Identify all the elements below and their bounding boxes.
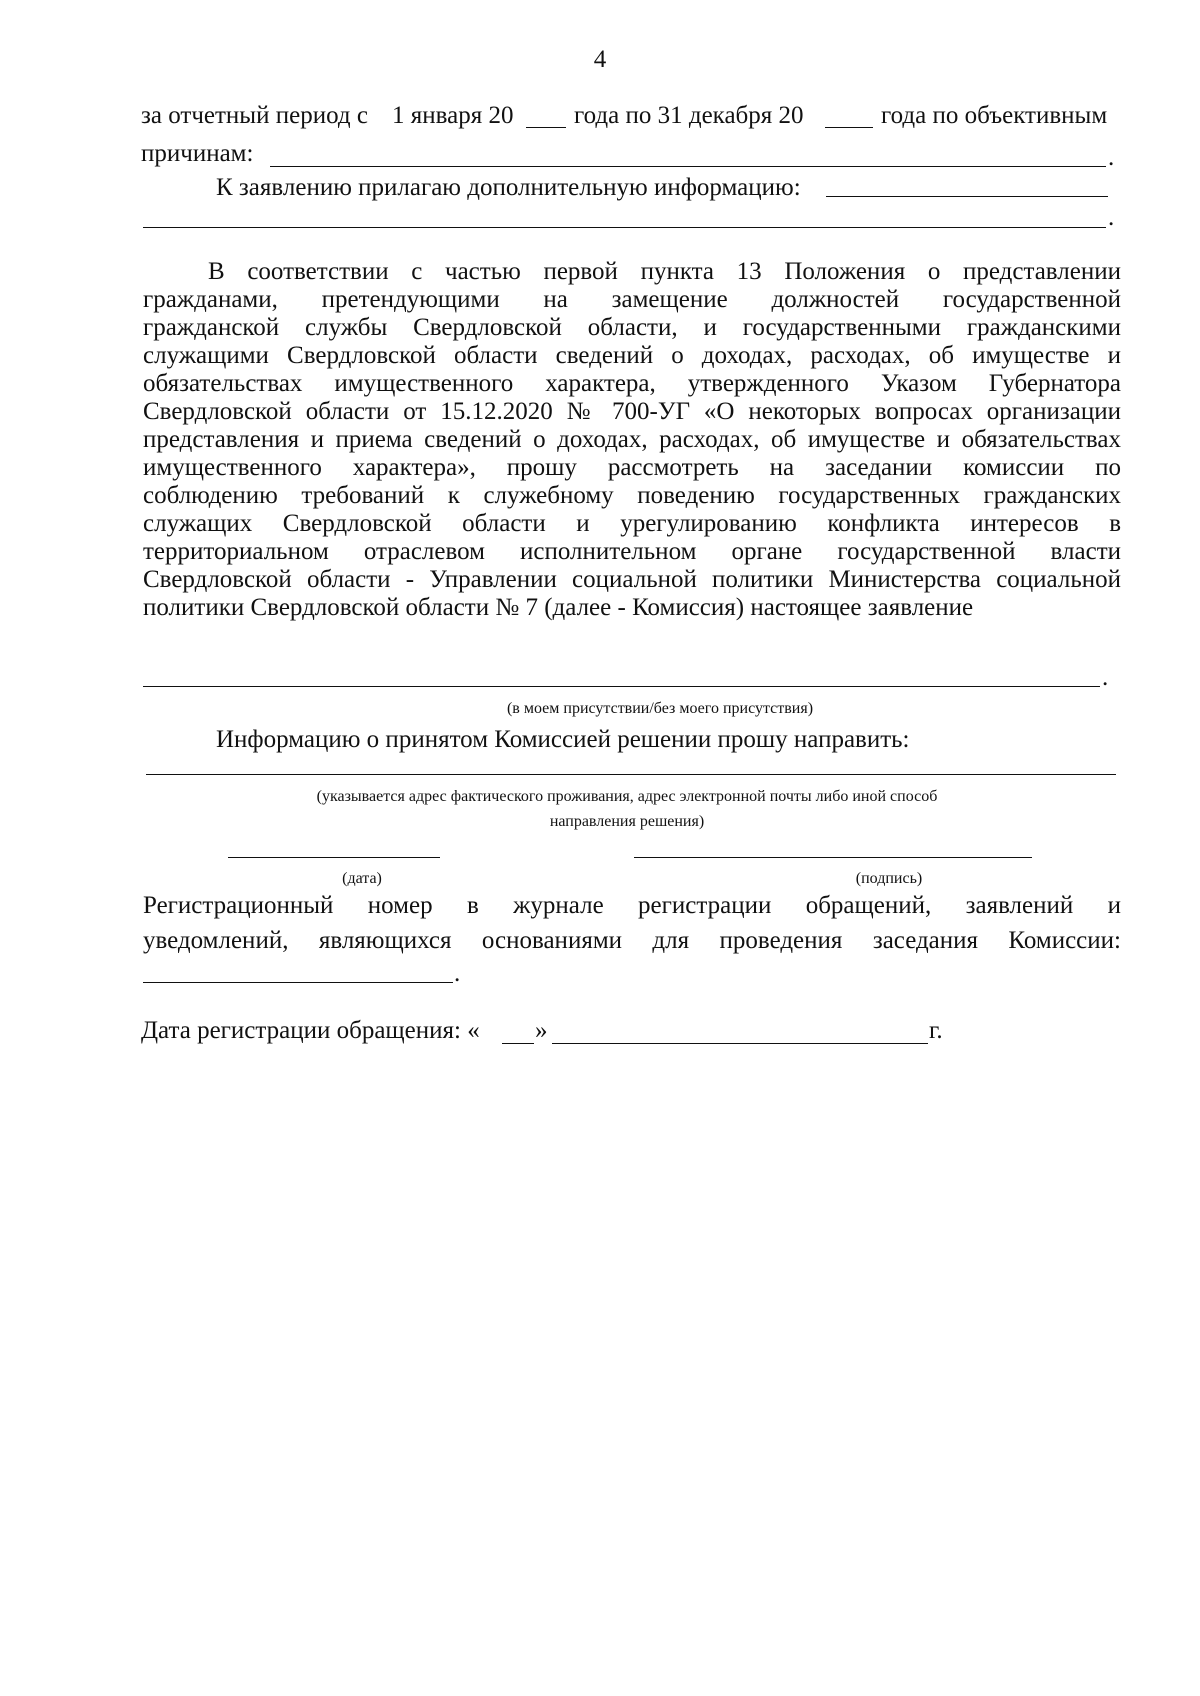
paragraph-line-1: В соответствии с частью первой пункта 13 Положения о представлении [208, 258, 1121, 285]
paragraph-line-2: гражданами, претендующими на замещение должностей государственной [143, 286, 1121, 313]
info-request-label: Информацию о принятом Комиссией решении прошу направить: [216, 726, 910, 753]
paragraph-line-12: Свердловской области - Управлении социальной политики Министерства социальной [143, 566, 1121, 593]
year-blank-1[interactable] [526, 127, 566, 128]
paragraph-line-7: представления и приема сведений о доходах, расходах, об имуществе и обязательствах [143, 426, 1121, 453]
date-label: (дата) [342, 870, 382, 887]
registration-month-blank[interactable] [552, 1043, 928, 1044]
attachment-blank-2[interactable] [143, 227, 1106, 228]
registration-dot: . [454, 960, 461, 987]
paragraph-line-4: служащими Свердловской области сведений о доходах, расходах, об имуществе и [143, 342, 1121, 369]
registration-date-close-quote: » [535, 1017, 548, 1044]
attachment-label: К заявлению прилагаю дополнительную информацию: [216, 174, 801, 201]
signature-blank[interactable] [634, 857, 1032, 858]
period-suffix: года по объективным [881, 102, 1108, 129]
period-prefix: за отчетный период с [141, 102, 368, 129]
paragraph-line-3: гражданской службы Свердловской области, и государственными гражданскими [143, 314, 1121, 341]
registration-year-suffix: г. [929, 1017, 943, 1044]
period-from: 1 января 20 [392, 102, 514, 129]
address-hint-line-2: направления решения) [549, 813, 705, 830]
paragraph-line-13: политики Свердловской области № 7 (далее - Комиссия) настоящее заявление [143, 594, 974, 621]
registration-line-2: уведомлений, являющихся основаниями для проведения заседания Комиссии: [143, 927, 1121, 954]
reasons-dot: . [1108, 144, 1115, 171]
presence-dot: . [1102, 664, 1109, 691]
presence-hint: (в моем присутствии/без моего присутствия) [506, 700, 814, 717]
date-blank[interactable] [228, 857, 440, 858]
registration-number-blank[interactable] [143, 982, 453, 983]
address-blank[interactable] [146, 774, 1116, 775]
paragraph-line-5: обязательствах имущественного характера, утвержденного Указом Губернатора [143, 370, 1121, 397]
reasons-label: причинам: [141, 140, 254, 167]
registration-line-1: Регистрационный номер в журнале регистрации обращений, заявлений и [143, 892, 1121, 919]
registration-day-blank[interactable] [502, 1043, 534, 1044]
registration-date-label: Дата регистрации обращения: « [141, 1017, 480, 1044]
page-number: 4 [593, 46, 607, 73]
paragraph-line-11: территориальном отраслевом исполнительном органе государственной власти [143, 538, 1121, 565]
signature-label: (подпись) [855, 870, 923, 887]
paragraph-line-8: имущественного характера», прошу рассмотреть на заседании комиссии по [143, 454, 1121, 481]
paragraph-line-6: Свердловской области от 15.12.2020 № 700-УГ «О некоторых вопросах организации [143, 398, 1121, 425]
presence-blank[interactable] [143, 686, 1100, 687]
reasons-blank[interactable] [270, 166, 1106, 167]
year-blank-2[interactable] [825, 127, 873, 128]
attachment-blank-1[interactable] [826, 196, 1108, 197]
attachment-dot: . [1108, 204, 1115, 231]
paragraph-line-10: служащих Свердловской области и урегулированию конфликта интересов в [143, 510, 1121, 537]
address-hint-line-1: (указывается адрес фактического проживания, адрес электронной почты либо иной способ [316, 788, 938, 805]
period-middle: года по 31 декабря 20 [574, 102, 804, 129]
paragraph-line-9: соблюдению требований к служебному поведению государственных гражданских [143, 482, 1121, 509]
